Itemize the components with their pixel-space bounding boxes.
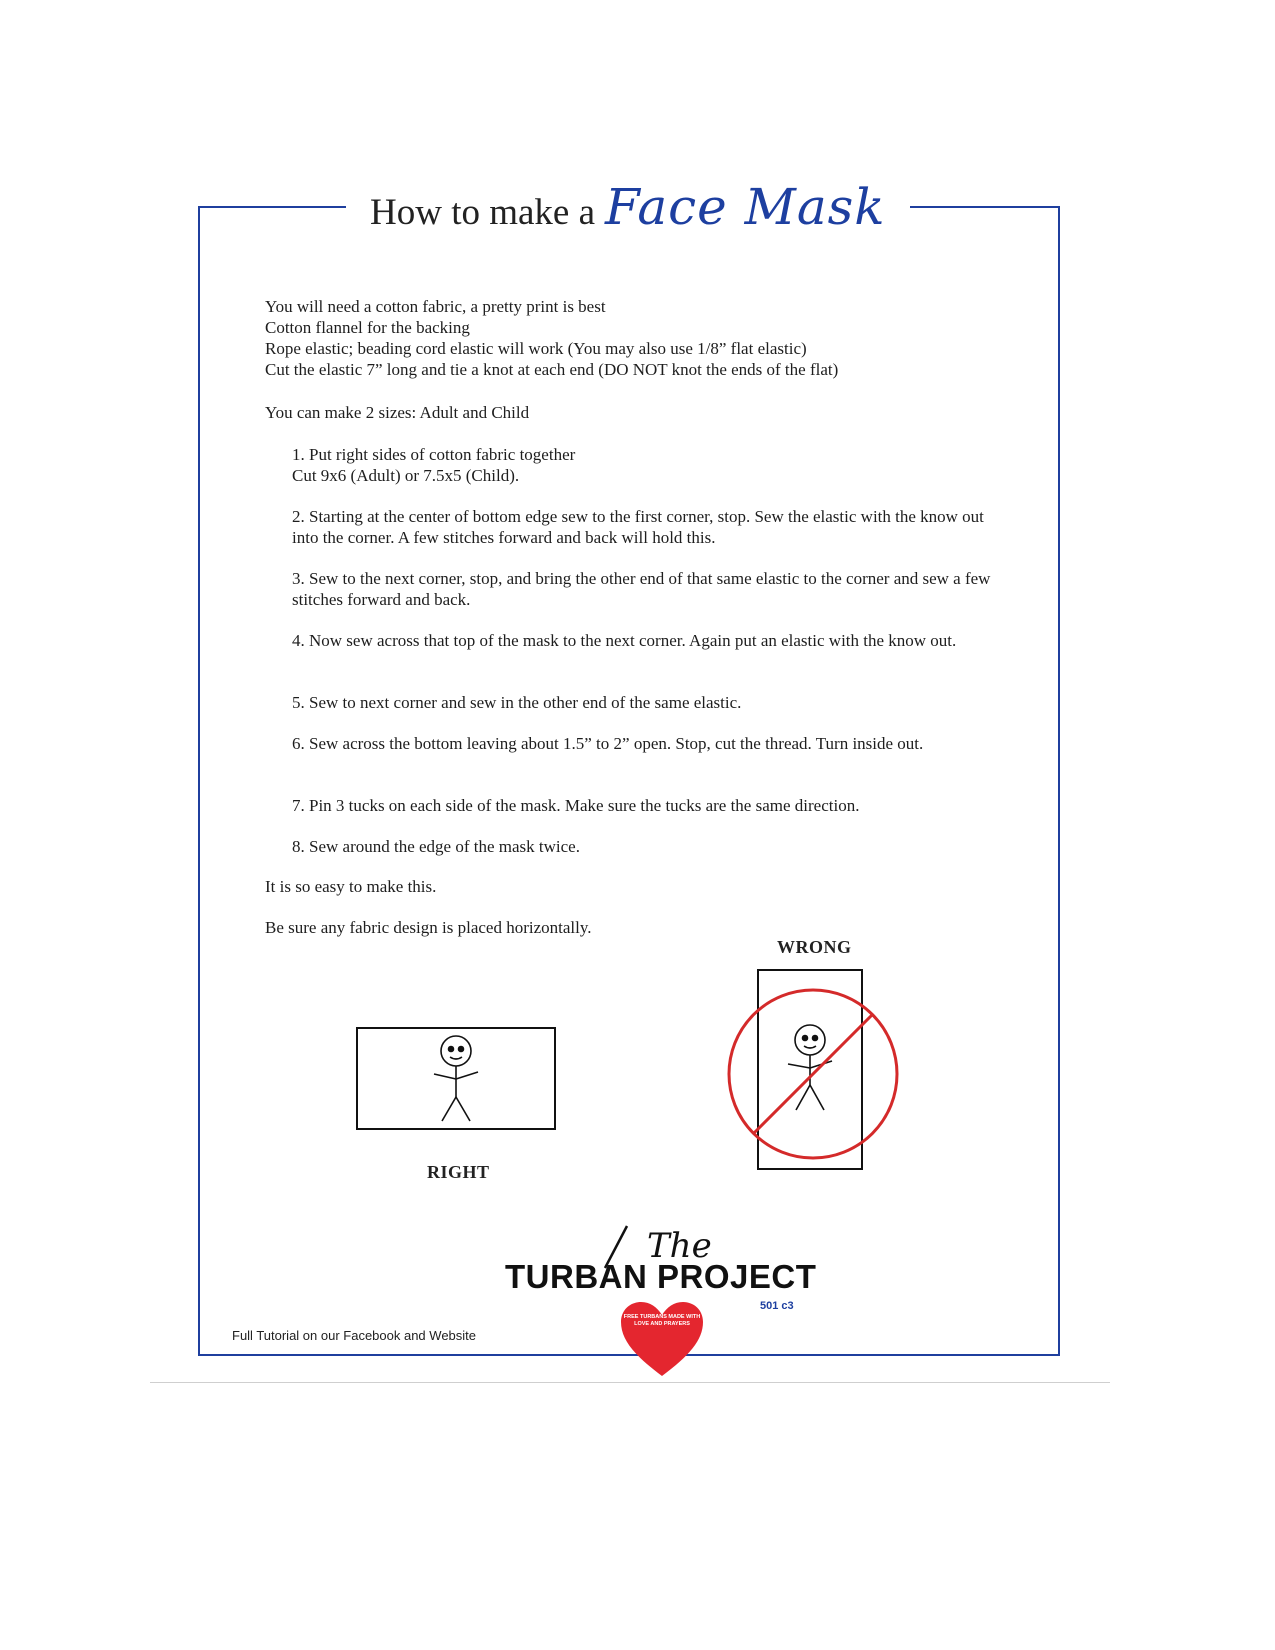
supplies-list (265, 296, 1065, 380)
logo-wordmark: TURBAN PROJECT (505, 1258, 817, 1295)
outro-line-2: Be sure any fabric design is placed horizontally. (265, 918, 592, 937)
step-6: 6. Sew across the bottom leaving about 1.5” to 2” open. Stop, cut the thread. Turn inside out. (292, 734, 924, 753)
title-script: Face Mask (605, 178, 886, 236)
heart-text: FREE TURBANS MADE WITH LOVE AND PRAYERS (623, 1314, 701, 1327)
step-1: 1. Put right sides of cotton fabric together Cut 9x6 (Adult) or 7.5x5 (Child). (292, 445, 576, 485)
title-plain: How to make a (370, 192, 596, 233)
page-title (370, 178, 900, 248)
supply-line: Cut the elastic 7” long and tie a knot at each end (DO NOT knot the ends of the flat) (265, 360, 839, 379)
step-4: 4. Now sew across that top of the mask to the next corner. Again put an elastic with the know out. (292, 631, 957, 650)
step-8: 8. Sew around the edge of the mask twice. (292, 837, 580, 856)
frame-left (198, 206, 200, 1356)
step-7: 7. Pin 3 tucks on each side of the mask. Make sure the tucks are the same direction. (292, 796, 860, 815)
sizes-text: You can make 2 sizes: Adult and Child (265, 403, 530, 422)
right-label: RIGHT (427, 1162, 490, 1182)
wrong-label: WRONG (777, 937, 852, 957)
heart-icon (617, 1300, 707, 1380)
outro-line-1: It is so easy to make this. (265, 877, 437, 896)
logo-the: The (647, 1226, 712, 1266)
right-mask-figure (356, 1027, 556, 1131)
logo-designation: 501 c3 (760, 1300, 794, 1312)
step-5: 5. Sew to next corner and sew in the other end of the same elastic. (292, 693, 742, 712)
wrong-mask-figure (724, 969, 902, 1171)
turban-project-logo (505, 1220, 835, 1370)
footer-text: Full Tutorial on our Facebook and Website (232, 1328, 477, 1343)
frame-top-left (198, 206, 346, 208)
stick-figure-icon (434, 1036, 478, 1121)
scan-divider (150, 1382, 1110, 1383)
no-sign-icon (729, 990, 897, 1158)
supply-line: You will need a cotton fabric, a pretty print is best (265, 297, 606, 316)
step-2: 2. Starting at the center of bottom edge sew to the first corner, stop. Sew the elastic with the know out into the corner. A few stitches forward and back will hold this. (292, 507, 984, 547)
frame-top-right (910, 206, 1060, 208)
stick-figure-icon (788, 1025, 832, 1110)
supply-line: Rope elastic; beading cord elastic will work (You may also use 1/8” flat elastic) (265, 339, 807, 358)
step-3: 3. Sew to the next corner, stop, and bring the other end of that same elastic to the corner and sew a few stitches forward and back. (292, 569, 991, 609)
supply-line: Cotton flannel for the backing (265, 318, 470, 337)
